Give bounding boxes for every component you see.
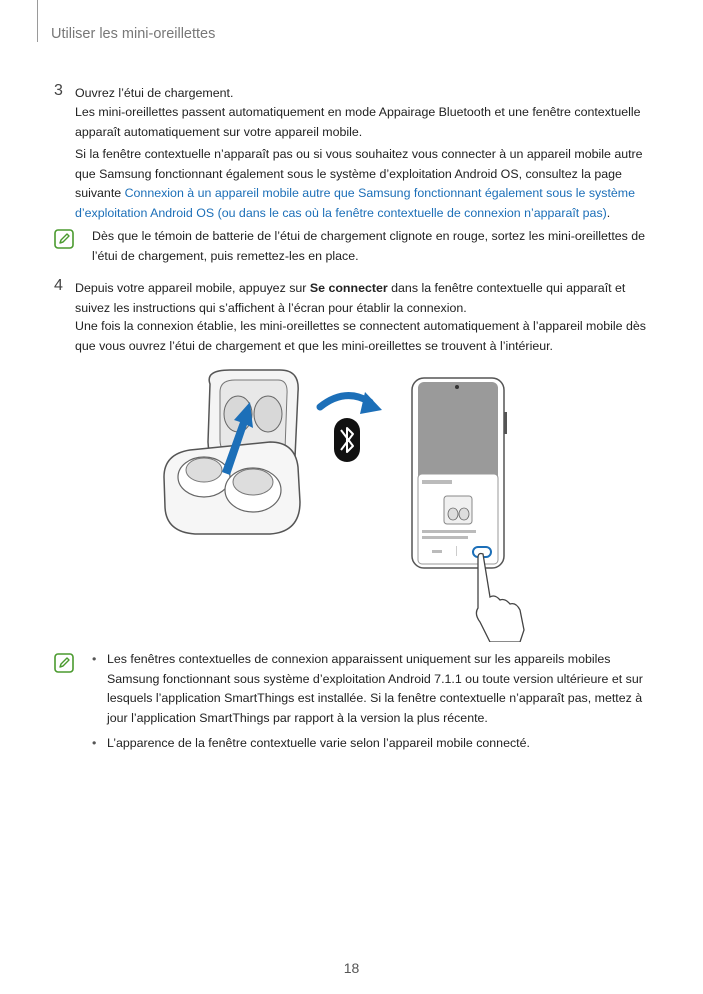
smartphone-icon: [412, 378, 507, 568]
list-item: • L’apparence de la fenêtre contextuelle varie selon l’appareil mobile connecté.: [92, 734, 652, 754]
connect-label: Se connecter: [309, 281, 388, 295]
bluetooth-icon: [334, 418, 360, 462]
note-icon: [54, 229, 74, 249]
finger-tap-icon: [476, 554, 524, 643]
step-4-text-pre: Depuis votre appareil mobile, appuyez sur: [75, 281, 310, 295]
step-4-number: 4: [54, 277, 63, 294]
header-rule: [37, 0, 38, 42]
step-3-description: Les mini-oreillettes passent automatiquement en mode Appairage Bluetooth et une fenêtre contextuelle apparaît automatiquement sur votre appareil mobile.: [75, 105, 641, 139]
step-3-reference-end: .: [606, 205, 611, 220]
reference-link[interactable]: Connexion à un appareil mobile autre que Samsung fonctionnant également sous le système d’exploitation Android OS (ou dans le cas où la fenêtre contextuelle de connexion n’apparaît pas): [75, 186, 635, 220]
list-item: • Les fenêtres contextuelles de connexion apparaissent uniquement sur les appareils mobiles Samsung fonctionnant sous système d’exploitation Android 7.1.1 ou toute version ultérieure et sur lesquels l’application SmartThings est installée. Si la fenêtre contextuelle n’apparaît pas, mettez à jour l’application SmartThings par rapport à la version la plus récente.: [92, 650, 652, 728]
step-4-description: Une fois la connexion établie, les mini-oreillettes se connectent automatiquement à l’appareil mobile dès que vous ouvrez l’étui de chargement et que les mini-oreillettes se trouvent à l’intérieur.: [75, 319, 646, 353]
note-battery-text: Dès que le témoin de batterie de l’étui de chargement clignote en rouge, sortez les mini-oreillettes de l’étui de chargement, puis remettez-les en place.: [92, 229, 646, 263]
step-3-reference-text: Si la fenêtre contextuelle n’apparaît pas ou si vous souhaitez vous connecter à un appareil mobile autre que Samsung fonctionnant également sous le système d’exploitation Android OS, consultez la page suivante: [75, 147, 643, 200]
step-4-instruction: [75, 279, 650, 318]
page-header: Utiliser les mini-oreillettes: [51, 26, 216, 42]
earbuds-case-icon: [164, 370, 300, 534]
notes-list: [92, 650, 652, 760]
note-icon: [54, 653, 74, 673]
page-number: 18: [343, 960, 360, 976]
step-4-text-post: dans la fenêtre contextuelle qui apparaît et suivez les instructions qui s’affichent à l’écran pour établir la connexion.: [75, 281, 626, 315]
step-3-number: 3: [54, 82, 63, 99]
step-3-intro: Ouvrez l’étui de chargement.: [75, 86, 234, 100]
step-3-reference: [75, 145, 650, 223]
pairing-illustration: [160, 362, 540, 642]
